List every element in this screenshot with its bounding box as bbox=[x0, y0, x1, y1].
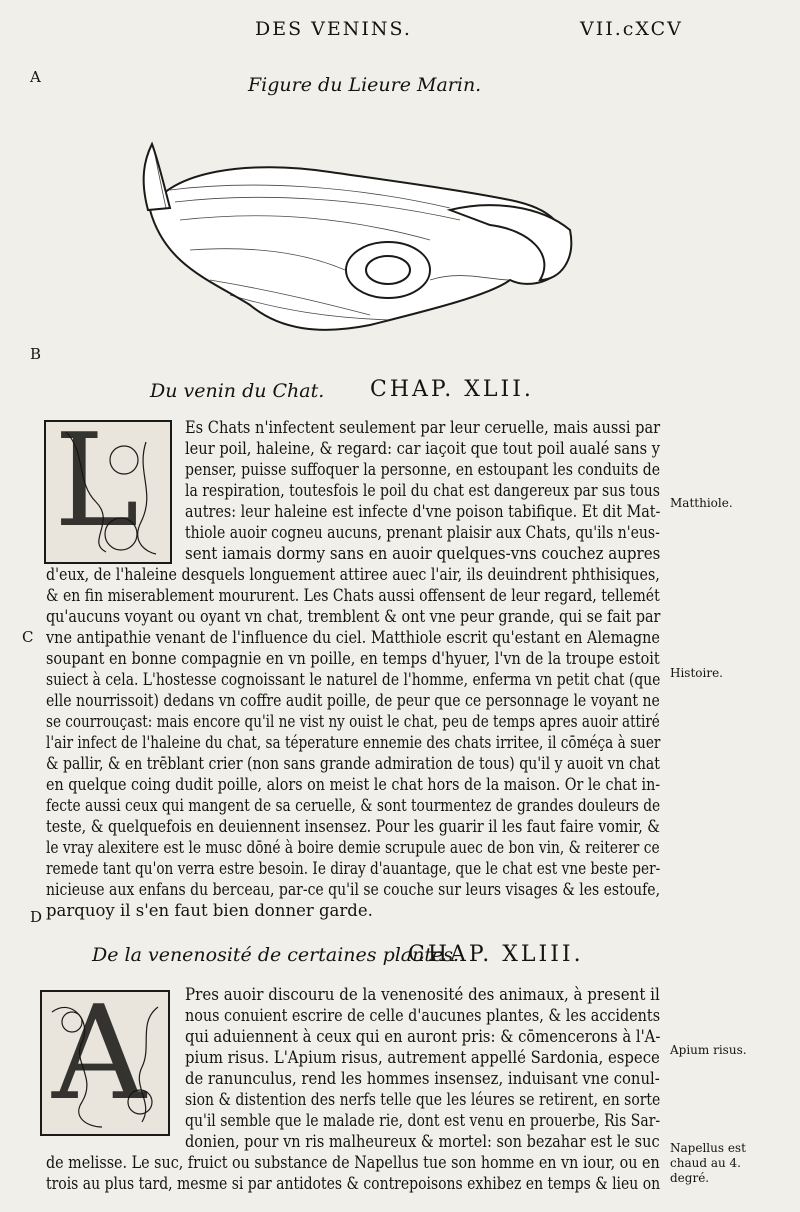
chapter-42-line: penser, puisse suffoquer la personne, en estoupant les conduits de bbox=[185, 460, 661, 479]
chapter-42-line: parquoy il s'en faut bien donner garde. bbox=[46, 901, 373, 920]
margin-note-napellus-3: degré. bbox=[670, 1171, 710, 1185]
chapter-43-line: pium risus. L'Apium risus, autrement appellé Sardonia, espece bbox=[185, 1048, 660, 1067]
chapter-42-line: en quelque coing dudit poille, alors on meist le chat hors de la maison. Or le chat in- bbox=[46, 775, 661, 794]
margin-marker-c: C bbox=[22, 628, 34, 646]
chapter-42-line: le vray alexitere est le musc dōné à boire demie scrupule auec de bon vin, & reiterer ce bbox=[46, 838, 660, 857]
chapter-42-line: nicieuse aux enfans du berceau, par-ce qu'il se couche sur leurs visages & les estoufe, bbox=[46, 880, 661, 899]
chapter-43-line: nous conuient escrire de celle d'aucunes plantes, & les accidents bbox=[185, 1006, 661, 1025]
chapter-43-line: donien, pour vn ris malheureux & mortel: son bezahar est le suc bbox=[185, 1132, 660, 1151]
decorated-initial-a bbox=[40, 977, 170, 1136]
initial-letter: L bbox=[54, 407, 139, 556]
chapter-42-line: la respiration, toutesfois le poil du chat est dangereux par sus tous bbox=[185, 481, 660, 500]
chapter-42-line: teste, & quelquefois en deuiennent insensez. Pour les guarir il les faut faire vomir, & bbox=[46, 817, 660, 836]
sea-hare-illustration bbox=[130, 130, 580, 340]
chapter-43-subtitle: De la venenosité de certaines plantes. bbox=[92, 944, 460, 966]
chapter-43-line: qui aduiennent à ceux qui en auront pris: & cōmencerons à l'A- bbox=[185, 1027, 661, 1046]
chapter-42-line: se courrouçast: mais encore qu'il ne vist ny ouist le chat, peu de temps apres auoir attiré bbox=[46, 712, 660, 731]
chapter-43-line: trois au plus tard, mesme si par antidotes & contrepoisons exhibez en temps & lieu on bbox=[46, 1174, 661, 1193]
initial-letter: A bbox=[52, 977, 146, 1129]
chapter-42-line: suiect à cela. L'hostesse cognoissant le naturel de l'homme, enferma vn petit chat (que bbox=[46, 670, 661, 689]
chapter-42-line: soupant en bonne compagnie en vn poille, en temps d'hyuer, l'vn de la troupe estoit bbox=[46, 649, 660, 668]
running-title: DES VENINS. bbox=[255, 18, 412, 40]
chapter-42-line: fecte aussi ceux qui mangent de sa ceruelle, & sont tourmentez de grandes douleurs de bbox=[46, 796, 661, 815]
margin-note-matthiole: Matthiole. bbox=[670, 496, 733, 510]
chapter-43-line: sion & distention des nerfs telle que les léures se retirent, en sorte bbox=[185, 1090, 661, 1109]
margin-marker-a: A bbox=[30, 68, 41, 86]
margin-marker-d: D bbox=[30, 908, 43, 926]
decorated-initial-l bbox=[44, 407, 172, 564]
chapter-42-line: thiole auoir cogneu aucuns, prenant plaisir aux Chats, qu'ils n'eus- bbox=[185, 523, 660, 542]
margin-note-napellus-1: Napellus est bbox=[670, 1141, 746, 1155]
chapter-43-line: de melisse. Le suc, fruict ou substance de Napellus tue son homme en vn iour, ou en bbox=[46, 1153, 660, 1172]
chapter-42-line: autres: leur haleine est infecte d'vne poison tabifique. Et dit Mat- bbox=[185, 502, 661, 521]
margin-note-napellus-2: chaud au 4. bbox=[670, 1156, 741, 1170]
chapter-42-line: & en fin miserablement moururent. Les Chats aussi offensent de leur regard, tellemét bbox=[46, 586, 660, 605]
chapter-42-line: leur poil, haleine, & regard: car iaçoit que tout poil aualé sans y bbox=[185, 439, 661, 458]
chapter-43-line: Pres auoir discouru de la venenosité des animaux, à present il bbox=[185, 985, 660, 1004]
margin-note-apium: Apium risus. bbox=[670, 1043, 747, 1057]
chapter-42-subtitle: Du venin du Chat. bbox=[150, 380, 325, 402]
chapter-42-line: qu'aucuns voyant ou oyant vn chat, tremblent & ont vne peur grande, qui se fait par bbox=[46, 607, 661, 626]
chapter-42-line: elle nourrissoit) dedans vn coffre audit poille, de peur que ce personnage le voyant ne bbox=[46, 691, 660, 710]
chapter-43-label: CHAP. XLIII. bbox=[408, 942, 584, 967]
chapter-43-line: de ranunculus, rend les hommes insensez, induisant vne conul- bbox=[185, 1069, 660, 1088]
chapter-42-line: sent iamais dormy sans en auoir quelques-vns couchez aupres bbox=[185, 544, 661, 563]
chapter-42-line: & pallir, & en trēblant crier (non sans grande admiration de tous) qu'il y auoit vn chat bbox=[46, 754, 660, 773]
figure-caption: Figure du Lieure Marin. bbox=[248, 74, 482, 96]
margin-marker-b: B bbox=[30, 345, 42, 363]
chapter-42-line: l'air infect de l'haleine du chat, sa téperature ennemie des chats irritee, il cōméça à suer bbox=[46, 733, 661, 752]
chapter-42-line: vne antipathie venant de l'influence du ciel. Matthiole escrit qu'estant en Alemagne bbox=[46, 628, 660, 647]
chapter-42-line: d'eux, de l'haleine desquels longuement attiree auec l'air, ils deuindrent phthisiques, bbox=[46, 565, 660, 584]
folio-number: VII.cXCV bbox=[580, 18, 683, 40]
chapter-42-line: Es Chats n'infectent seulement par leur ceruelle, mais aussi par bbox=[185, 418, 661, 437]
margin-note-histoire: Histoire. bbox=[670, 666, 723, 680]
chapter-42-line: remede tant qu'on verra estre besoin. Ie diray d'auantage, que le chat est vne beste per- bbox=[46, 859, 661, 878]
chapter-43-line: qu'il semble que le malade rie, dont est venu en prouerbe, Ris Sar- bbox=[185, 1111, 661, 1130]
chapter-42-label: CHAP. XLII. bbox=[370, 377, 534, 402]
